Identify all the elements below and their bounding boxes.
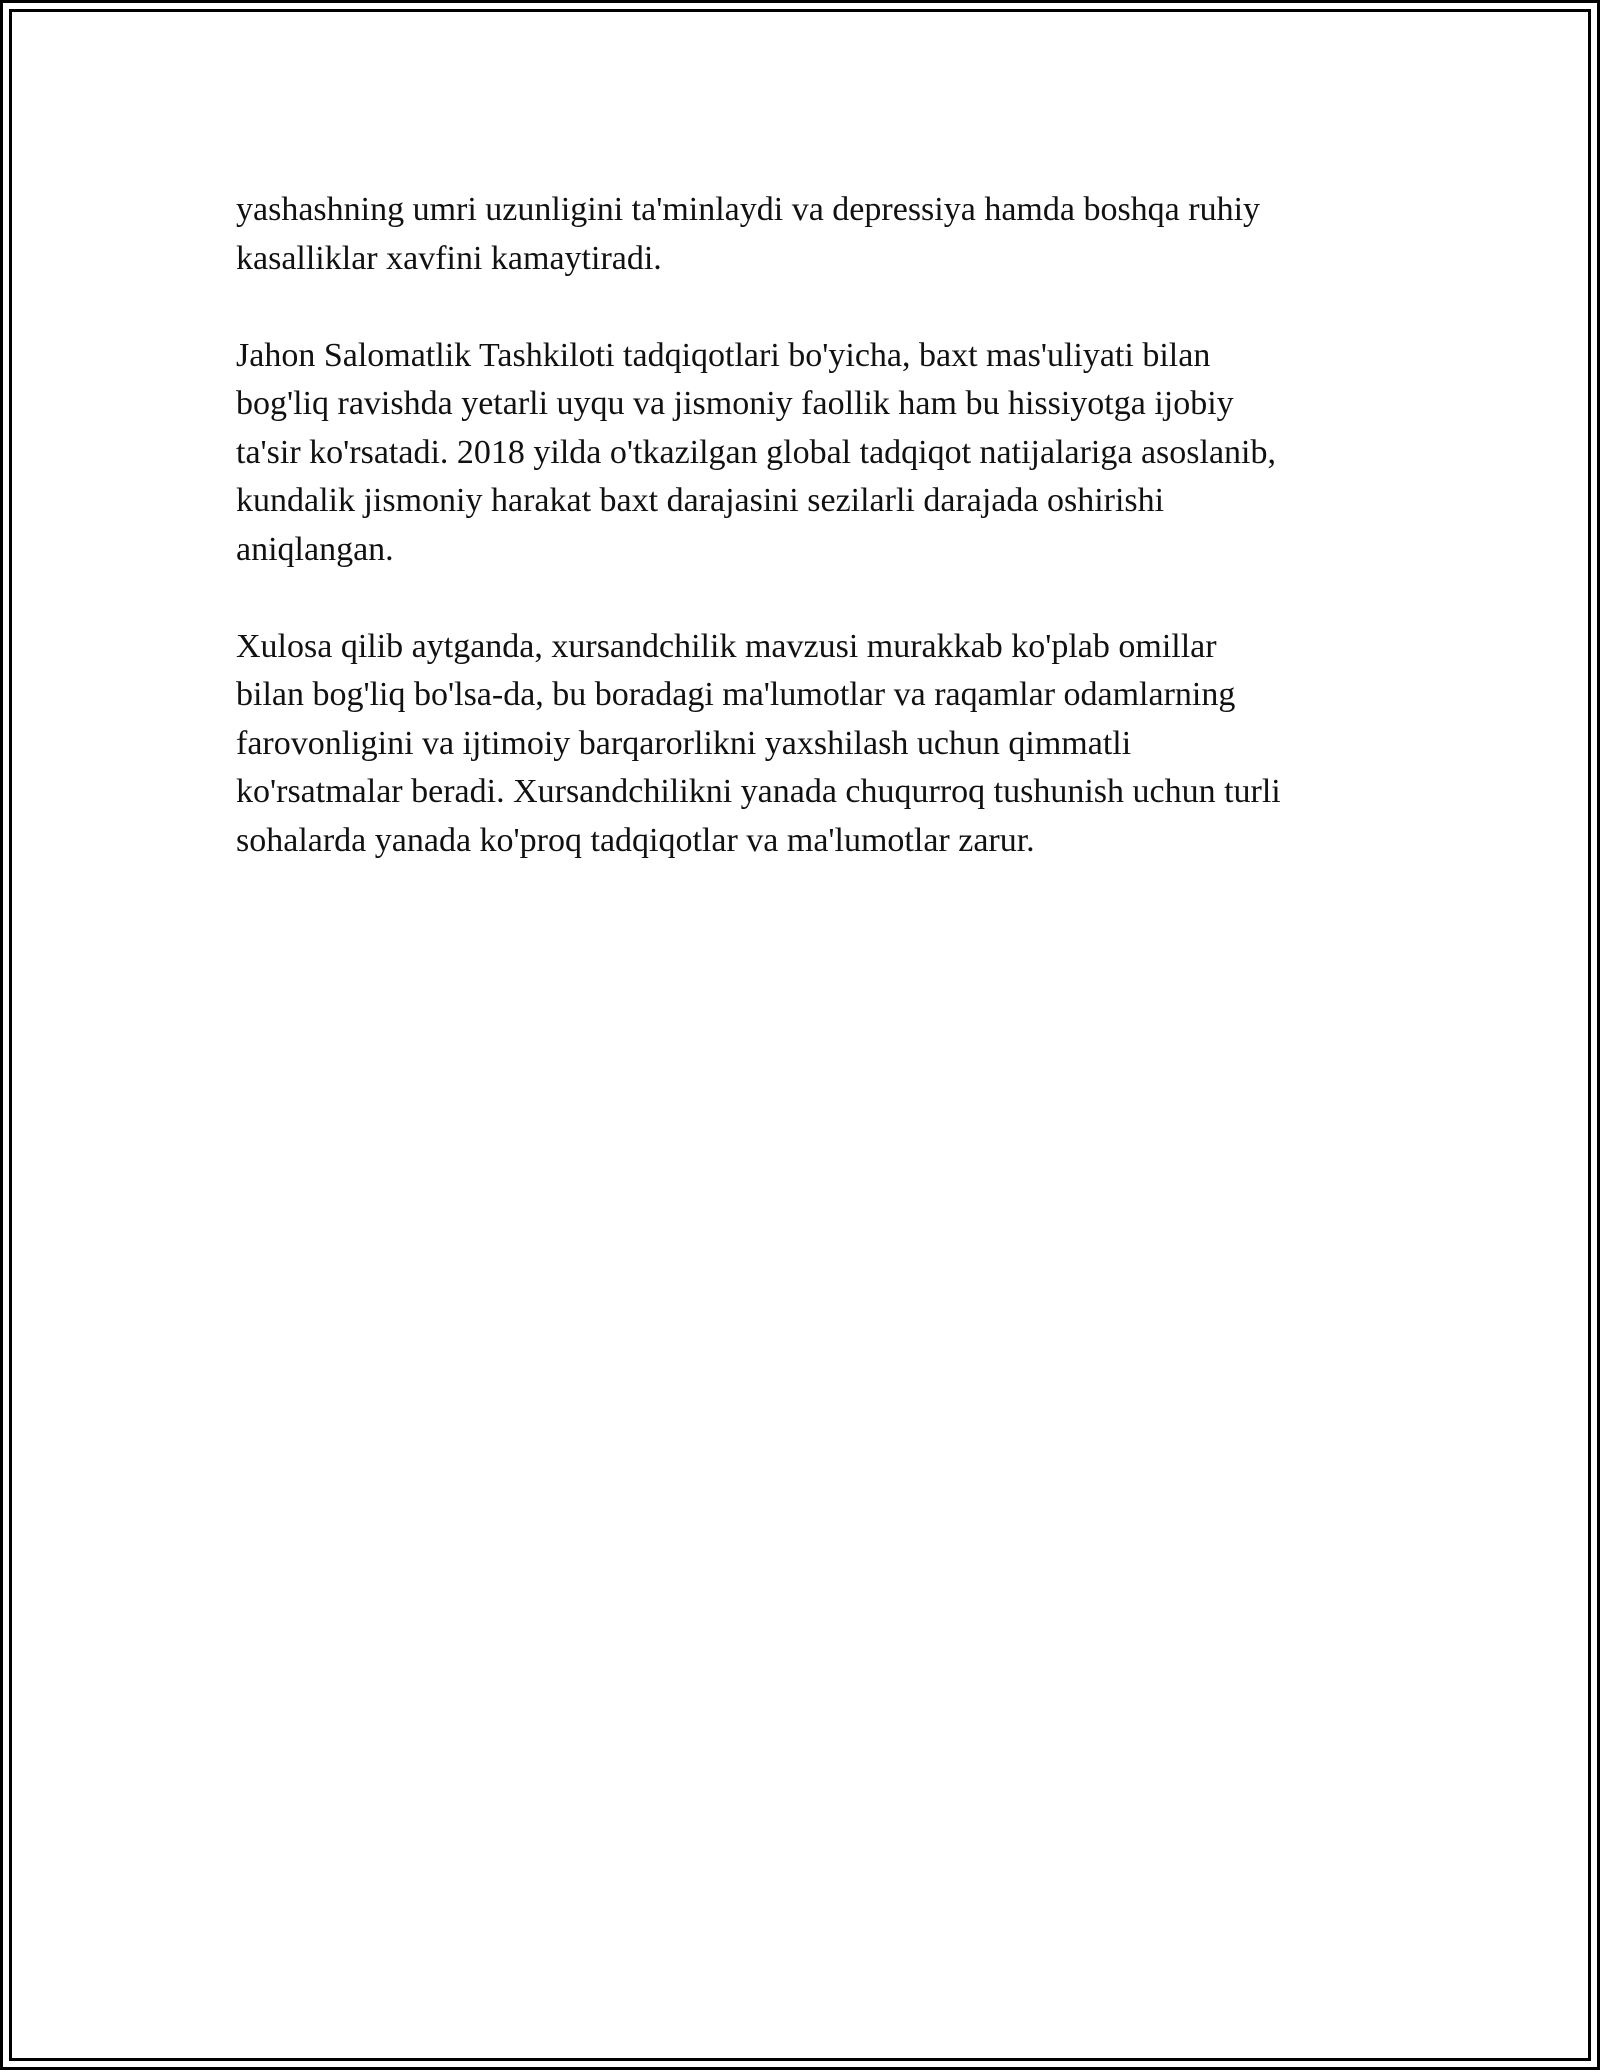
paragraph-1 <box>236 186 1366 283</box>
paragraph-line: Jahon Salomatlik Tashkiloti tadqiqotlari bo'yicha, baxt mas'uliyati bilan <box>236 336 1211 374</box>
paragraph-line: bilan bog'liq bo'lsa-da, bu boradagi ma'lumotlar va raqamlar odamlarning <box>236 676 1236 713</box>
paragraph-3 <box>236 623 1366 866</box>
paragraph-line: kasalliklar xavfini kamaytiradi. <box>236 239 662 277</box>
paragraph-line: sohalarda yanada ko'proq tadqiqotlar va ma'lumotlar zarur. <box>236 821 1035 859</box>
paragraph-line: Xulosa qilib aytganda, xursandchilik mavzusi murakkab ko'plab omillar <box>236 627 1217 665</box>
paragraph-line: bog'liq ravishda yetarli uyqu va jismoniy faollik ham bu hissiyotga ijobiy <box>236 385 1234 422</box>
paragraph-line: aniqlangan. <box>236 530 394 568</box>
paragraph-line: yashashning umri uzunligini ta'minlaydi va depressiya hamda boshqa ruhiy <box>236 191 1261 228</box>
paragraph-line: ko'rsatmalar beradi. Xursandchilikni yanada chuqurroq tushunish uchun turli <box>236 773 1281 810</box>
paragraph-line: ta'sir ko'rsatadi. 2018 yilda o'tkazilgan global tadqiqot natijalariga asoslanib, <box>236 433 1277 471</box>
paragraph-line: farovonligini va ijtimoiy barqarorlikni yaxshilash uchun qimmatli <box>236 724 1132 762</box>
document-body <box>236 186 1366 865</box>
paragraph-2 <box>236 332 1366 575</box>
paragraph-line: kundalik jismoniy harakat baxt darajasini sezilarli darajada oshirishi <box>236 482 1165 519</box>
